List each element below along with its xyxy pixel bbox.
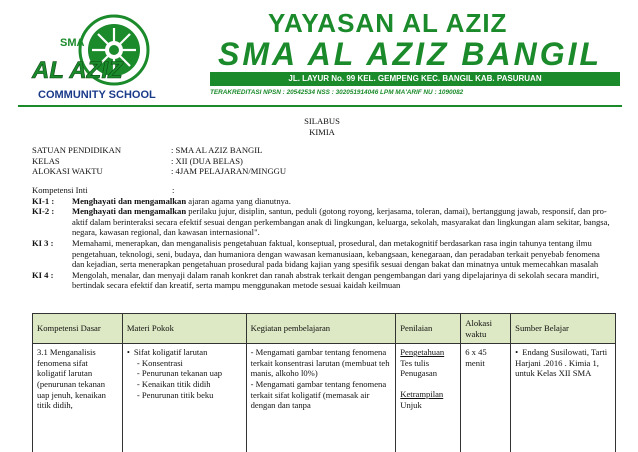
school-address: JL. LAYUR No. 99 KEL. GEMPENG KEC. BANGIL KAB. PASURUAN bbox=[210, 72, 620, 86]
document-titles bbox=[32, 116, 612, 137]
penilaian-item: Penugasan bbox=[400, 368, 438, 379]
col-header-sumber: Sumber Belajar bbox=[511, 314, 616, 344]
ki-bold: Menghayati dan mengamalkan bbox=[72, 195, 187, 206]
cell-penilaian bbox=[396, 344, 461, 452]
ki-label: KI-1 : bbox=[32, 195, 55, 206]
cell-materi bbox=[122, 344, 246, 452]
col-header-penilaian: Penilaian bbox=[396, 314, 461, 344]
document-subtitle: KIMIA bbox=[309, 126, 335, 137]
table-header-row bbox=[33, 314, 616, 344]
ki-bold: Menghayati dan mengamalkan bbox=[72, 206, 187, 217]
col-header-alokasi: Alokasi waktu bbox=[461, 314, 511, 344]
ki-label: KI 3 : bbox=[32, 237, 54, 248]
table-row bbox=[33, 344, 616, 452]
ki-heading-colon: : bbox=[172, 184, 175, 195]
document-title: SILABUS bbox=[304, 116, 340, 126]
meta-row bbox=[32, 156, 612, 167]
ki-label: KI 4 : bbox=[32, 269, 54, 280]
syllabus-document bbox=[32, 116, 612, 291]
ki-heading-label: Kompetensi Inti bbox=[32, 184, 88, 195]
meta-value: : SMA AL AZIZ BANGIL bbox=[171, 145, 263, 156]
ki-body: Memahami, menerapkan, dan menganalisis pengetahuan faktual, konseptual, prosedural, dan metakognitif berdasarkan rasa ingin tahunya tentang ilmu pengetahuan, teknologi, seni, budaya, dan humaniora dengan wawasan kemanusiaan, kebangsaan, kenegaraan, dan peradaban terkait penyebab fenomena dan kejadian, serta menerapkan pengetahuan prosedural pada bidang kajian yang spesifik sesuai dengan bakat dan minatnya untuk memecahkan masalah bbox=[72, 237, 600, 270]
ki-text bbox=[72, 238, 612, 270]
kegiatan-item: - Mengamati gambar tentang fenomena terkait konsentrasi larutan (membuat teh manis, alkoho l0%) bbox=[250, 347, 390, 379]
accreditation-line: TERAKREDITASI NPSN : 20542534 NSS : 302051914046 LPM MA'ARIF NU : 1090082 bbox=[210, 89, 464, 96]
ki-item-1 bbox=[32, 196, 612, 207]
cell-kompetensi: 3.1 Menganalisis fenomena sifat koligatif larutan (penurunan tekanan uap jenuh, kenaikan titik didih, bbox=[33, 344, 123, 452]
meta-row bbox=[32, 166, 612, 177]
cell-kegiatan bbox=[246, 344, 396, 452]
foundation-name: YAYASAN AL AZIZ bbox=[268, 8, 508, 38]
ki-text bbox=[72, 196, 612, 207]
logo-graphic bbox=[24, 12, 204, 104]
col-header-kompetensi: Kompetensi Dasar bbox=[33, 314, 123, 344]
syllabus-table bbox=[32, 313, 616, 452]
meta-value: : 4JAM PELAJARAN/MINGGU bbox=[171, 166, 287, 177]
meta-key: KELAS bbox=[32, 155, 60, 166]
penilaian-label: Pengetahuan bbox=[400, 347, 445, 358]
ki-body: ajaran agama yang dianutnya. bbox=[186, 195, 291, 206]
materi-main: • Sifat koligatif larutan bbox=[127, 347, 242, 358]
cell-sumber bbox=[511, 344, 616, 452]
meta-key: ALOKASI WAKTU bbox=[32, 166, 103, 177]
school-name: SMA AL AZIZ BANGIL bbox=[218, 36, 603, 72]
materi-sub: - Penurunan titik beku bbox=[136, 389, 214, 400]
svg-text:COMMUNITY SCHOOL: COMMUNITY SCHOOL bbox=[38, 89, 156, 101]
materi-sub: - Konsentrasi bbox=[136, 357, 183, 368]
header-divider bbox=[18, 105, 622, 107]
school-header bbox=[18, 6, 622, 108]
svg-text:AL AZIZ: AL AZIZ bbox=[32, 57, 123, 84]
sumber-item: • Endang Susilowati, Tarti Harjani .2016 . Kimia 1, untuk Kelas XII SMA bbox=[515, 347, 611, 379]
penilaian-item: Unjuk bbox=[400, 399, 422, 410]
ki-item-2 bbox=[32, 206, 612, 238]
ki-text bbox=[72, 270, 612, 291]
ki-text bbox=[72, 206, 612, 238]
kegiatan-item: - Mengamati gambar tentang fenomena terkait sifat koligatif (memasak air dengan dan tanpa bbox=[250, 378, 387, 411]
meta-row bbox=[32, 145, 612, 156]
meta-key: SATUAN PENDIDIKAN bbox=[32, 145, 122, 156]
ki-body: Mengolah, menalar, dan menyaji dalam ranah konkret dan ranah abstrak terkait dengan pengembangan dari yang dipelajarinya di sekolah secara mandiri, bertindak secara efektif dan kreatif, serta mampu menggunakan metode sesuai kaidah keilmuan bbox=[72, 269, 600, 291]
ki-item-4 bbox=[32, 270, 612, 291]
meta-value: : XII (DUA BELAS) bbox=[171, 155, 243, 166]
ki-body: perilaku jujur, disiplin, santun, peduli (gotong royong, kerjasama, toleran, damai), bertanggung jawab, responsif, dan pro-aktif dalam berinteraksi secara efektif sesuai dengan perkembangan anak di lingkungan, keluarga, sekolah, masyarakat dan lingkungan alam sekitar, bangsa, negara, kawasan regional, dan kawasan internasional". bbox=[72, 206, 610, 238]
school-logo bbox=[24, 12, 204, 104]
cell-alokasi: 6 x 45 menit bbox=[461, 344, 511, 452]
materi-sub: - Penurunan tekanan uap bbox=[136, 368, 223, 379]
penilaian-label: Ketrampilan bbox=[400, 388, 444, 399]
core-competency-heading bbox=[32, 185, 612, 196]
materi-sub: - Kenaikan titik didih bbox=[136, 378, 211, 389]
col-header-kegiatan: Kegiatan pembelajaran bbox=[246, 314, 396, 344]
ki-label: KI-2 : bbox=[32, 206, 55, 217]
col-header-materi: Materi Pokok bbox=[122, 314, 246, 344]
svg-text:SMA: SMA bbox=[60, 37, 85, 49]
ki-item-3 bbox=[32, 238, 612, 270]
penilaian-item: Tes tulis bbox=[400, 357, 430, 368]
